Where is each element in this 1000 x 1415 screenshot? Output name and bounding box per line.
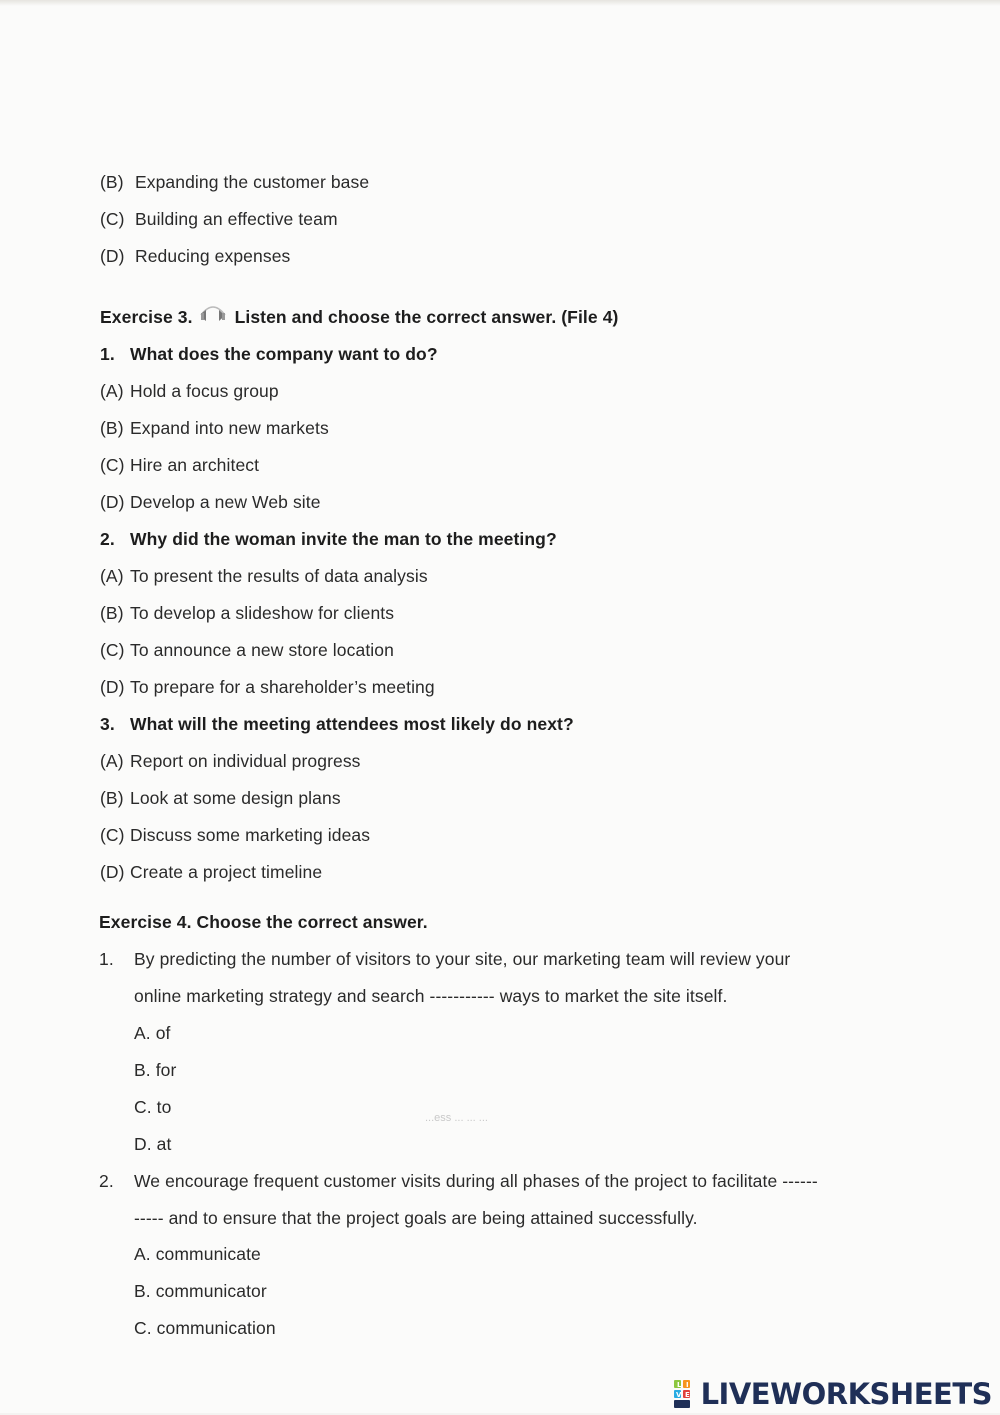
ex3-q3-option-a[interactable]: (A) Report on individual progress	[100, 751, 361, 771]
ex3-question-2: 2. Why did the woman invite the man to the meeting?	[100, 529, 557, 549]
ex3-q2-option-b[interactable]: (B) To develop a slideshow for clients	[100, 603, 395, 623]
liveworksheets-branding[interactable]	[673, 1374, 992, 1414]
ex3-q2-option-d[interactable]: (D) To prepare for a shareholder’s meeting	[100, 677, 435, 697]
exercise3-label: Exercise 3.	[100, 307, 193, 327]
liveworksheets-logo-icon	[673, 1378, 699, 1410]
ex3-q1-option-a[interactable]: (A) Hold a focus group	[100, 381, 279, 401]
ex4-question-2-line2: ----- and to ensure that the project goals are being attained successfully.	[134, 1208, 698, 1228]
ex3-q3-option-b[interactable]: (B) Look at some design plans	[100, 788, 341, 808]
ex3-q2-option-c[interactable]: (C) To announce a new store location	[100, 640, 394, 660]
ex3-q2-option-a[interactable]: (A) To present the results of data analysis	[100, 566, 428, 586]
ex3-q3-option-c[interactable]: (C) Discuss some marketing ideas	[100, 825, 371, 845]
ex4-question-2-line1: 2. We encourage frequent customer visits during all phases of the project to facilitate ------	[99, 1171, 818, 1191]
prev-option-d: (D) Reducing expenses	[100, 246, 291, 266]
ex4-q1-option-d[interactable]: D. at	[134, 1134, 172, 1154]
prev-option-c: (C) Building an effective team	[100, 209, 338, 229]
ex4-question-1-line2: online marketing strategy and search ----------- ways to market the site itself.	[134, 986, 728, 1006]
ex3-q3-option-d[interactable]: (D) Create a project timeline	[100, 862, 323, 882]
ex4-q1-option-a[interactable]: A. of	[134, 1023, 171, 1043]
ex3-question-1: 1. What does the company want to do?	[100, 344, 438, 364]
ex3-q1-option-d[interactable]: (D) Develop a new Web site	[100, 492, 321, 512]
ex4-q2-option-b[interactable]: B. communicator	[134, 1281, 267, 1301]
prev-option-b: (B) Expanding the customer base	[100, 172, 370, 192]
ex4-q2-option-c[interactable]: C. communication	[134, 1318, 276, 1338]
ex4-q1-option-b[interactable]: B. for	[134, 1060, 177, 1080]
svg-text:L: L	[676, 1381, 682, 1389]
svg-text:E: E	[684, 1391, 690, 1399]
exercise3-heading	[100, 306, 618, 329]
exercise4-heading: Exercise 4. Choose the correct answer.	[99, 912, 428, 932]
headphones-play-icon	[195, 307, 231, 329]
ex3-question-3: 3. What will the meeting attendees most likely do next?	[100, 714, 574, 734]
ex4-question-1-line1: 1. By predicting the number of visitors to your site, our marketing team will review your	[99, 949, 791, 969]
svg-text:I: I	[685, 1381, 689, 1389]
liveworksheets-wordmark: LIVEWORKSHEETS	[700, 1377, 992, 1411]
ex3-q1-option-b[interactable]: (B) Expand into new markets	[100, 418, 329, 438]
ex3-q1-option-c[interactable]: (C) Hire an architect	[100, 455, 260, 475]
ex4-q2-option-a[interactable]: A. communicate	[134, 1244, 261, 1264]
scan-top-edge	[0, 0, 1000, 6]
svg-text:V: V	[675, 1391, 681, 1399]
bleed-through-text: ...ess ... ... ...	[425, 1112, 488, 1124]
ex4-q1-option-c[interactable]: C. to	[134, 1097, 172, 1117]
exercise3-instruction: Listen and choose the correct answer. (File 4)	[234, 307, 619, 327]
